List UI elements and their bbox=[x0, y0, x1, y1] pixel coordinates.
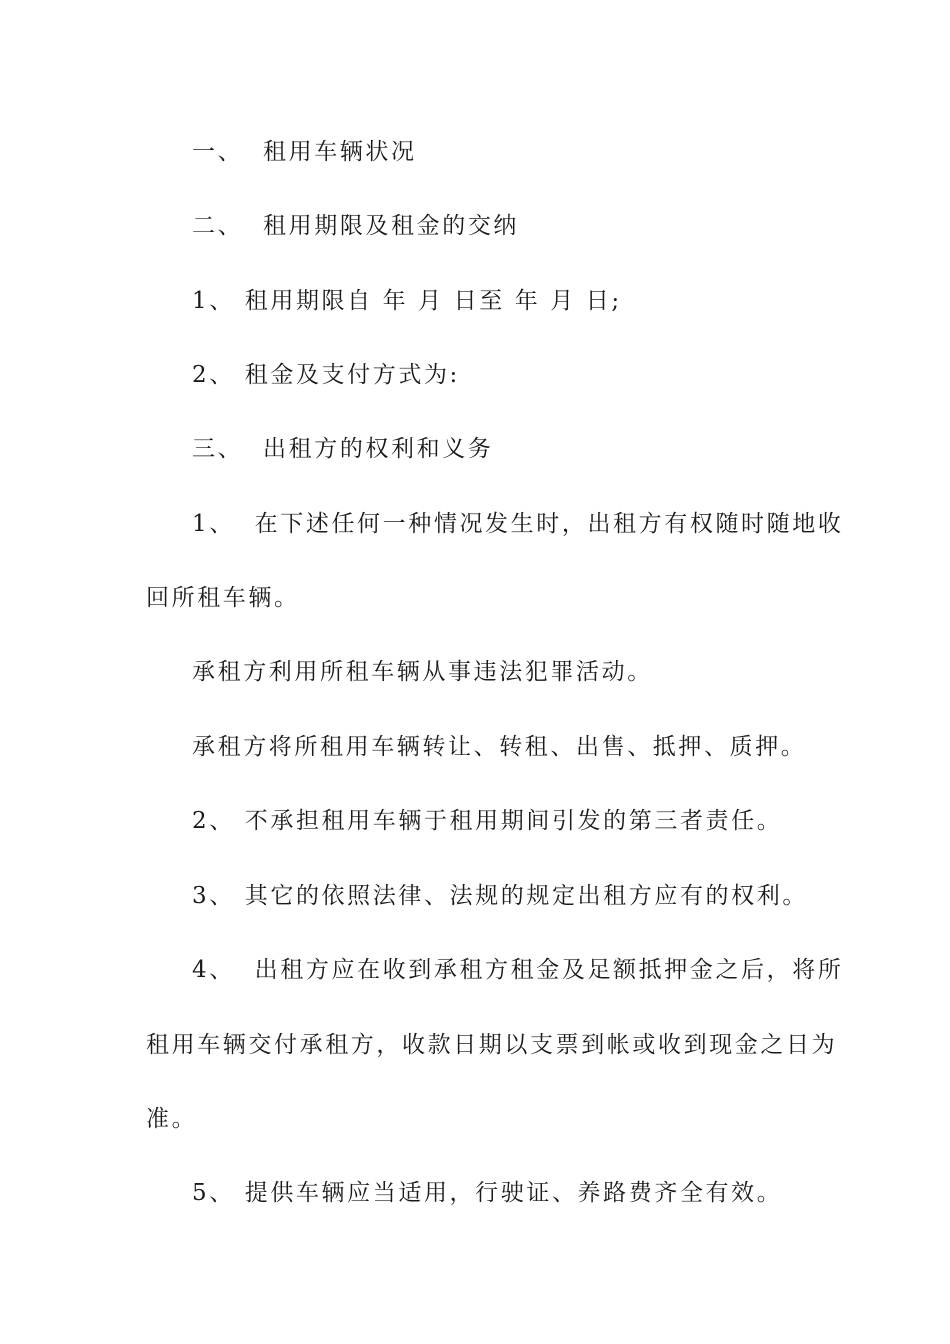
clause-3-1-line-1: 1、 在下述任何一种情况发生时，出租方有权随时随地收 bbox=[192, 511, 844, 537]
clause-2-2: 2、 租金及支付方式为: bbox=[192, 362, 460, 388]
clause-3-4-line-2: 租用车辆交付承租方，收款日期以支票到帐或收到现金之日为 bbox=[146, 1032, 838, 1058]
clause-3-2: 2、 不承担租用车辆于租用期间引发的第三者责任。 bbox=[192, 808, 783, 834]
clause-3-5: 5、 提供车辆应当适用，行驶证、养路费齐全有效。 bbox=[192, 1180, 783, 1206]
clause-2-1: 1、 租用期限自 年 月 日至 年 月 日; bbox=[192, 288, 622, 314]
clause-3-1-item-b: 承租方将所租用车辆转让、转租、出售、抵押、质押。 bbox=[192, 734, 807, 760]
clause-3-3: 3、 其它的依照法律、法规的规定出租方应有的权利。 bbox=[192, 883, 808, 909]
clause-3-4-line-1: 4、 出租方应在收到承租方租金及足额抵押金之后，将所 bbox=[192, 957, 844, 983]
section-heading-2: 二、 租用期限及租金的交纳 bbox=[192, 213, 520, 239]
clause-3-1-line-2: 回所租车辆。 bbox=[146, 585, 300, 611]
section-heading-1: 一、 租用车辆状况 bbox=[192, 139, 417, 165]
clause-3-4-line-3: 准。 bbox=[146, 1106, 198, 1132]
section-heading-3: 三、 出租方的权利和义务 bbox=[192, 436, 494, 462]
clause-3-1-item-a: 承租方利用所租车辆从事违法犯罪活动。 bbox=[192, 659, 653, 685]
